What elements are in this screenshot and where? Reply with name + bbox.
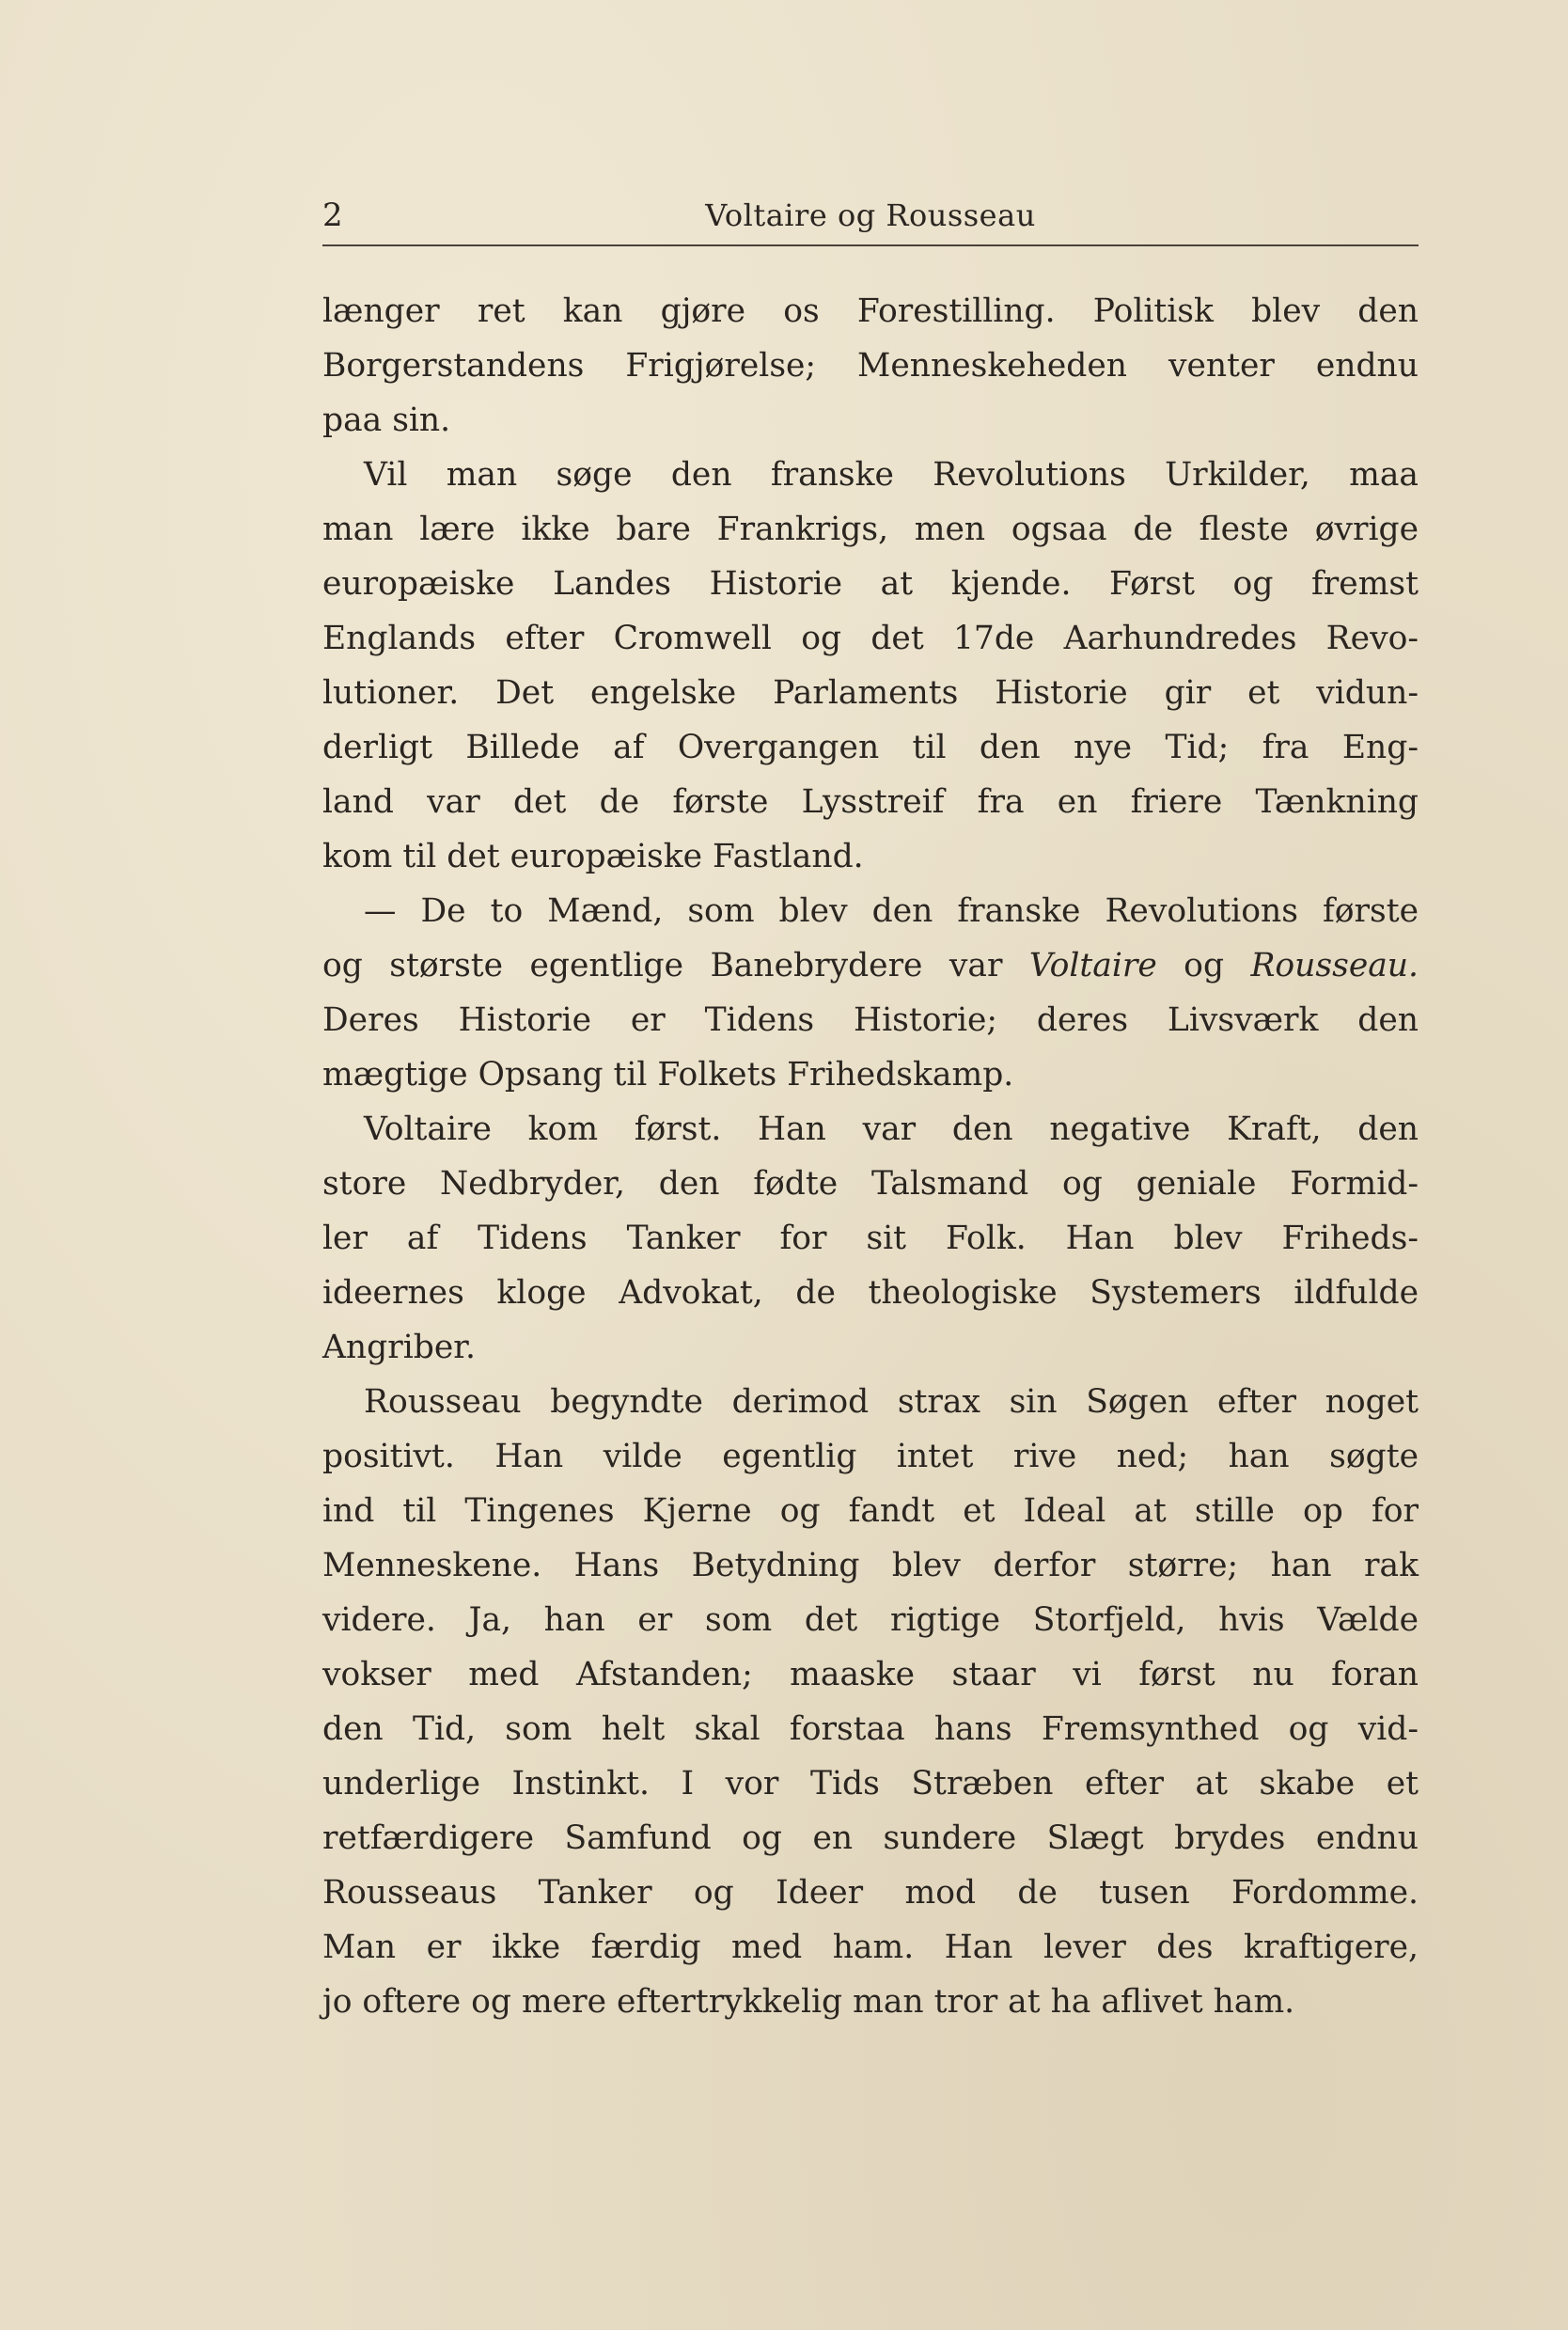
paragraph-5 [322, 1375, 1419, 2029]
text-line: ind til Tingenes Kjerne og fandt et Ideal at stille op for [322, 1492, 1419, 1530]
header-rule [322, 244, 1419, 246]
text-line: Borgerstandens Frigjørelse; Menneskeheden venter endnu [322, 347, 1419, 385]
name-voltaire: Voltaire [1028, 947, 1157, 984]
text-line: den Tid, som helt skal forstaa hans Fremsynthed og vid- [322, 1710, 1419, 1748]
text-line: derligt Billede af Overgangen til den nye Tid; fra Eng- [322, 729, 1419, 766]
text-fragment: og [1156, 947, 1251, 984]
text-line: ideernes kloge Advokat, de theologiske Systemers ildfulde [322, 1274, 1419, 1312]
text-line: ler af Tidens Tanker for sit Folk. Han blev Friheds- [322, 1220, 1419, 1257]
text-line: man lære ikke bare Frankrigs, men ogsaa de fleste øvrige [322, 511, 1419, 548]
text-line: retfærdigere Samfund og en sundere Slægt brydes endnu [322, 1819, 1419, 1857]
text-line: lutioner. Det engelske Parlaments Historie gir et vidun- [322, 674, 1419, 712]
text-line: underlige Instinkt. I vor Tids Stræben efter at skabe et [322, 1765, 1419, 1803]
text-line: Vil man søge den franske Revolutions Urkilder, maa [364, 456, 1419, 494]
paragraph-4 [322, 1102, 1419, 1375]
text-line: store Nedbryder, den fødte Talsmand og geniale Formid- [322, 1165, 1419, 1203]
text-line: europæiske Landes Historie at kjende. Først og fremst [322, 565, 1419, 603]
text-line: kom til det europæiske Fastland. [322, 838, 864, 875]
text-line: Angriber. [322, 1329, 476, 1366]
text-fragment: og største egentlige Banebrydere var [322, 947, 1029, 984]
text-line: paa sin. [322, 401, 451, 439]
text-line: jo oftere og mere eftertrykkelig man tror at ha aflivet ham. [322, 1983, 1295, 2021]
name-rousseau: Rousseau. [1250, 947, 1419, 984]
text-line: positivt. Han vilde egentlig intet rive ned; han søgte [322, 1438, 1419, 1475]
text-line: vokser med Afstanden; maaske staar vi først nu foran [322, 1656, 1419, 1693]
body-text [322, 284, 1419, 2029]
text-line: Man er ikke færdig med ham. Han lever des kraftigere, [322, 1929, 1419, 1966]
text-line: længer ret kan gjøre os Forestilling. Politisk blev den [322, 292, 1419, 330]
text-line: land var det de første Lysstreif fra en friere Tænkning [322, 783, 1419, 821]
text-line-mixed [322, 938, 1419, 993]
text-line: Englands efter Cromwell og det 17de Aarhundredes Revo- [322, 620, 1419, 657]
paragraph-1 [322, 284, 1419, 448]
text-line: mægtige Opsang til Folkets Frihedskamp. [322, 1056, 1014, 1094]
text-line: videre. Ja, han er som det rigtige Storfjeld, hvis Vælde [322, 1601, 1419, 1639]
paragraph-2 [322, 448, 1419, 884]
running-title: Voltaire og Rousseau [705, 197, 1036, 233]
paragraph-3 [322, 884, 1419, 1102]
page-header [322, 191, 1419, 240]
text-line: Rousseaus Tanker og Ideer mod de tusen Fordomme. [322, 1874, 1419, 1912]
text-line: Voltaire kom først. Han var den negative Kraft, den [364, 1110, 1419, 1148]
text-line: Menneskene. Hans Betydning blev derfor større; han rak [322, 1547, 1419, 1584]
text-line: Rousseau begyndte derimod strax sin Søgen efter noget [364, 1383, 1419, 1421]
page-number: 2 [322, 197, 343, 234]
text-line: Deres Historie er Tidens Historie; deres Livsværk den [322, 1001, 1419, 1039]
text-line: — De to Mænd, som blev den franske Revolutions første [364, 892, 1419, 930]
